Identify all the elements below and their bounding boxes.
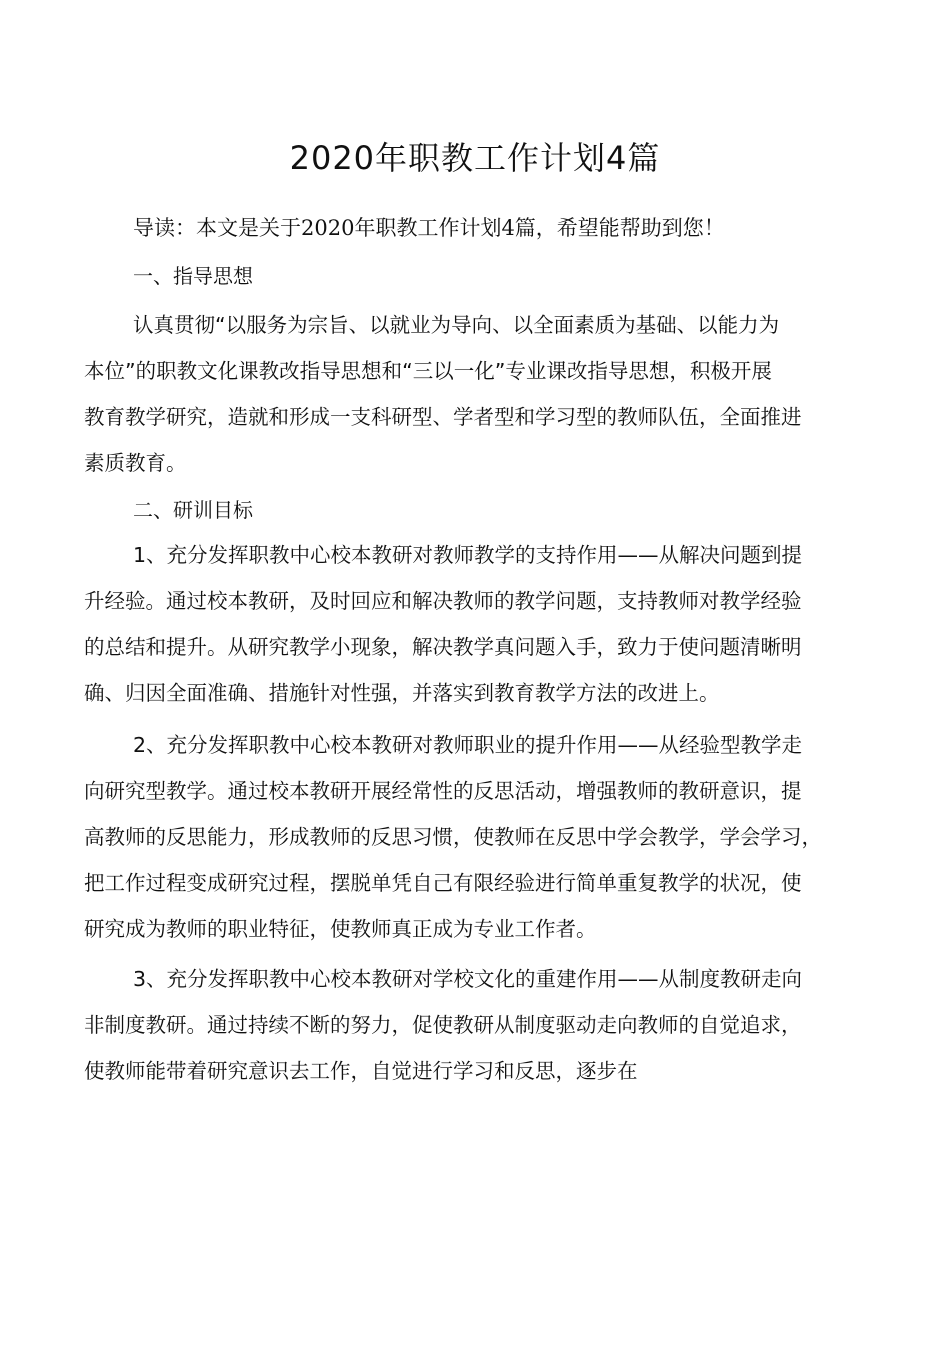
paragraph-line: 确、归因全面准确、措施针对性强，并落实到教育教学方法的改进上。 — [84, 681, 720, 705]
section-heading-training-goals: 二、研训目标 — [133, 498, 253, 522]
paragraph-line: 本位”的职教文化课教改指导思想和“三以一化”专业课改指导思想，积极开展 — [84, 359, 772, 383]
paragraph-line: 把工作过程变成研究过程，摆脱单凭自己有限经验进行简单重复教学的状况，使 — [84, 871, 802, 895]
paragraph-line: 使教师能带着研究意识去工作，自觉进行学习和反思，逐步在 — [84, 1059, 638, 1083]
intro-text: 导读：本文是关于2020年职教工作计划4篇，希望能帮助到您！ — [133, 216, 725, 240]
section-heading-guiding-ideology: 一、指导思想 — [133, 264, 253, 288]
paragraph-line: 认真贯彻“以服务为宗旨、以就业为导向、以全面素质为基础、以能力为 — [133, 313, 780, 337]
paragraph-line: 高教师的反思能力，形成教师的反思习惯，使教师在反思中学会教学，学会学习， — [84, 825, 822, 849]
paragraph-line: 教育教学研究，造就和形成一支科研型、学者型和学习型的教师队伍，全面推进 — [84, 405, 802, 429]
paragraph-line: 向研究型教学。通过校本教研开展经常性的反思活动，增强教师的教研意识，提 — [84, 779, 802, 803]
paragraph-guiding-ideology — [84, 302, 874, 486]
paragraph-goal-1 — [84, 532, 874, 716]
paragraph-goal-3 — [84, 956, 874, 1094]
paragraph-goal-2 — [84, 722, 874, 952]
paragraph-line: 研究成为教师的职业特征，使教师真正成为专业工作者。 — [84, 917, 597, 941]
paragraph-line: 升经验。通过校本教研，及时回应和解决教师的教学问题，支持教师对教学经验 — [84, 589, 802, 613]
document-title: 2020年职教工作计划4篇 — [289, 139, 661, 177]
paragraph-line: 3、充分发挥职教中心校本教研对学校文化的重建作用——从制度教研走向 — [133, 967, 803, 991]
paragraph-line: 素质教育。 — [84, 451, 187, 475]
paragraph-line: 非制度教研。通过持续不断的努力，促使教研从制度驱动走向教师的自觉追求， — [84, 1013, 802, 1037]
paragraph-line: 的总结和提升。从研究教学小现象，解决教学真问题入手，致力于使问题清晰明 — [84, 635, 802, 659]
paragraph-line: 2、充分发挥职教中心校本教研对教师职业的提升作用——从经验型教学走 — [133, 733, 803, 757]
paragraph-line: 1、充分发挥职教中心校本教研对教师教学的支持作用——从解决问题到提 — [133, 543, 803, 567]
